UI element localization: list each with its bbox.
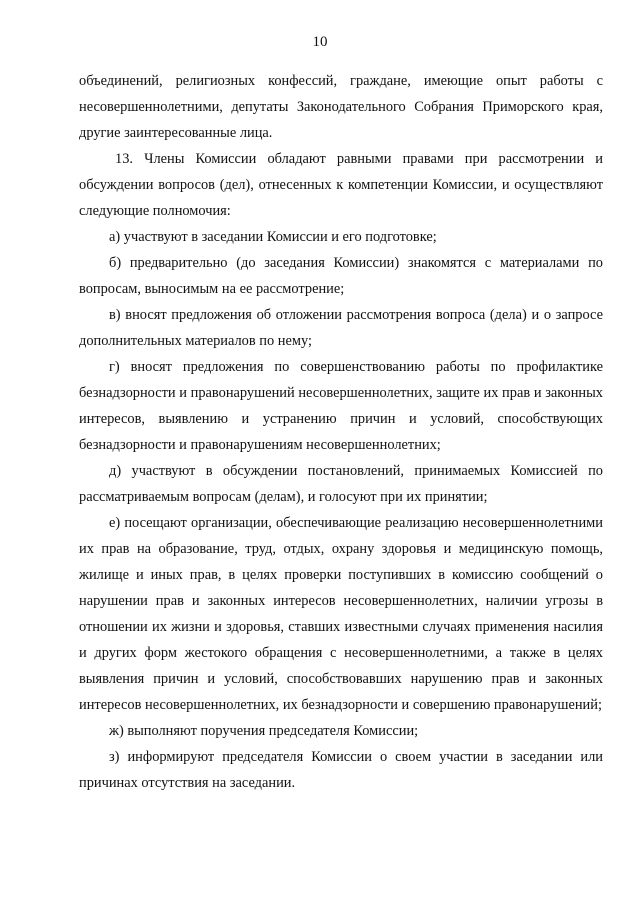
- paragraph-item-g: г) вносят предложения по совершенствованию работы по профилактике безнадзорности и правонарушений несовершеннолетних, защите их прав и законных интересов, выявлению и устранению причин и условий, способствующих безнадзорности и правонарушениям несовершеннолетних;: [79, 359, 603, 453]
- paragraph-item-d: д) участвуют в обсуждении постановлений, принимаемых Комиссией по рассматриваемым вопросам (делам), и голосуют при их принятии;: [79, 463, 603, 505]
- document-body: [79, 68, 603, 796]
- paragraph-item-zh: ж) выполняют поручения председателя Комиссии;: [109, 723, 419, 739]
- paragraph-item-b: б) предварительно (до заседания Комиссии) знакомятся с материалами по вопросам, выносимым на ее рассмотрение;: [79, 255, 603, 297]
- paragraph-item-13: 13. Члены Комиссии обладают равными правами при рассмотрении и обсуждении вопросов (дел), отнесенных к компетенции Комиссии, и осуществляют следующие полномочия:: [79, 151, 603, 219]
- paragraph-continuation: объединений, религиозных конфессий, граждане, имеющие опыт работы с несовершеннолетними, депутаты Законодательного Собрания Приморского края, другие заинтересованные лица.: [79, 73, 603, 141]
- page-number: 10: [312, 34, 328, 50]
- paragraph-item-z: з) информируют председателя Комиссии о своем участии в заседании или причинах отсутствия на заседании.: [79, 749, 603, 791]
- paragraph-item-a: а) участвуют в заседании Комиссии и его подготовке;: [109, 229, 437, 245]
- paragraph-item-v: в) вносят предложения об отложении рассмотрения вопроса (дела) и о запросе дополнительных материалов по нему;: [79, 307, 603, 349]
- paragraph-item-e: е) посещают организации, обеспечивающие реализацию несовершеннолетними их прав на образование, труд, отдых, охрану здоровья и медицинскую помощь, жилище и иных прав, в целях проверки поступивших в комиссию сообщений о нарушении прав и законных интересов несовершеннолетних, наличии угрозы в отношении их жизни и здоровья, ставших известными случаях применения насилия и других форм жестокого обращения с несовершеннолетними, а также в целях выявления причин и условий, способствовавших нарушению прав и законных интересов несовершеннолетних, их безнадзорности и совершению правонарушений;: [79, 515, 603, 713]
